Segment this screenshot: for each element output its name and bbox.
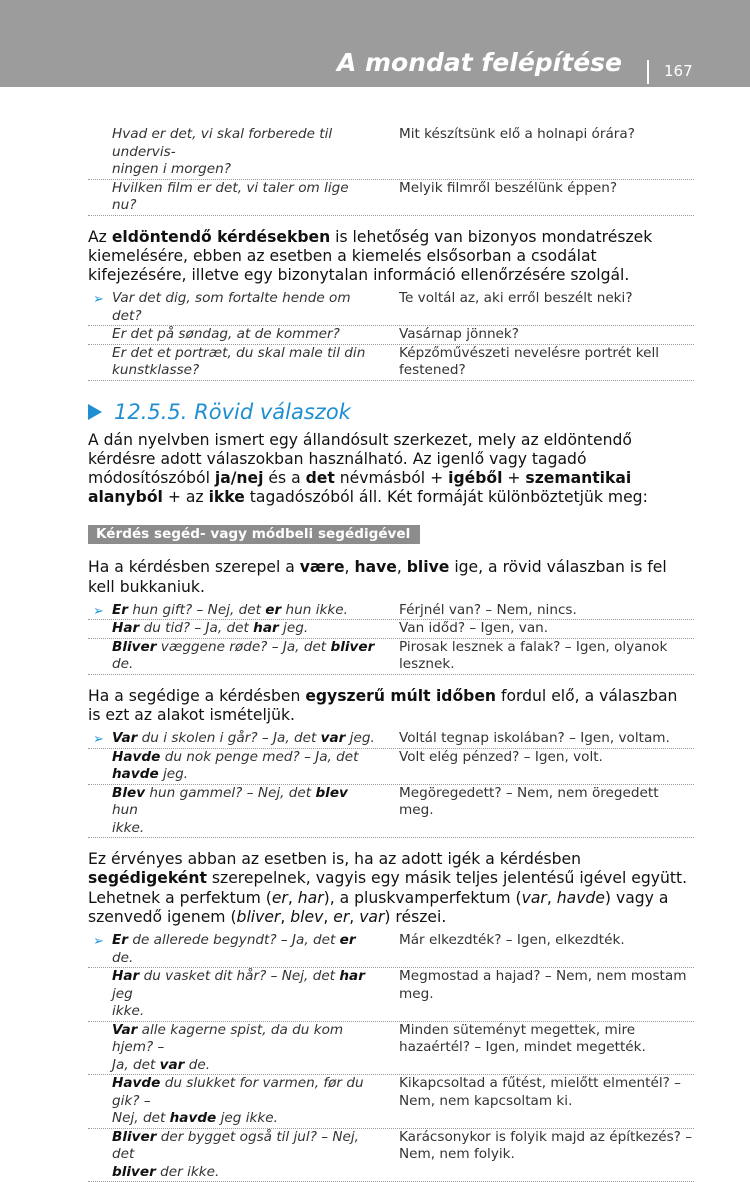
danish-example: Hvad er det, vi skal forberede til undervis- ningen i morgen? [112, 126, 333, 177]
danish-example: Hvilken film er det, vi taler om lige nu? [112, 179, 349, 213]
example-row [88, 1075, 694, 1129]
danish-example: Var alle kagerne spist, da du kom hjem? – Ja, det var de. [112, 1021, 344, 1073]
example-row [88, 345, 694, 381]
paragraph-aux-verbs: Ha a kérdésben szerepel a være, have, blive ige, a rövid válaszban is fel kell bukkaniuk. [88, 558, 667, 596]
paragraph-emphasis: Az eldöntendő kérdésekben is lehetőség van bizonyos mondatrészek kiemelésére, ebben az esetben a kiemelés elsősorban a csodálat kifejezésére, illetve egy bizonytalan információ ellenőrzésére szolgál. [88, 227, 653, 284]
danish-example: Bliver væggene røde? – Ja, det bliver de. [112, 638, 375, 673]
example-table-4 [88, 730, 694, 838]
example-row [88, 932, 694, 968]
hungarian-translation: Minden süteményt megettek, mire hazaértél? – Igen, mindet megették. [399, 1021, 646, 1056]
hungarian-translation: Voltál tegnap iskolában? – Igen, voltam. [399, 730, 670, 747]
paragraph-intro: A dán nyelvben ismert egy állandósult szerkezet, mely az eldöntendő kérdésre adott válaszokban használható. Az igenlő vagy tagadó módosítószóból ja/nej és a det névmásból + igéből + szemantikai alanyból + az ikke tagadószóból áll. Két formáját különböztetjük meg: [88, 430, 648, 507]
danish-example: Har du tid? – Ja, det har jeg. [112, 620, 309, 637]
danish-example: Bliver der bygget også til jul? – Nej, det bliver der ikke. [112, 1128, 359, 1180]
arrow-marker-icon: ➢ [93, 934, 104, 950]
danish-example: Er det på søndag, at de kommer? [112, 326, 340, 343]
example-row [88, 1022, 694, 1076]
example-table-1 [88, 126, 694, 216]
example-table-3 [88, 602, 694, 675]
arrow-marker-icon: ➢ [93, 292, 104, 308]
hungarian-translation: Kikapcsoltad a fűtést, mielőtt elmentél? – Nem, nem kapcsoltam ki. [399, 1075, 681, 1109]
danish-example: Er de allerede begyndt? – Ja, det er de. [112, 932, 356, 966]
hungarian-translation: Melyik filmről beszélünk éppen? [399, 179, 618, 196]
example-row [88, 968, 694, 1022]
example-row [88, 620, 694, 639]
hungarian-translation: Pirosak lesznek a falak? – Igen, olyanok lesznek. [399, 638, 668, 673]
section-triangle-icon [88, 404, 102, 420]
page-number: 167 [664, 62, 693, 80]
example-row [88, 639, 694, 675]
hungarian-translation: Te voltál az, aki erről beszélt neki? [399, 290, 633, 307]
page-header [0, 0, 750, 87]
example-row [88, 326, 694, 345]
example-table-2 [88, 290, 694, 381]
hungarian-translation: Van időd? – Igen, van. [399, 620, 549, 637]
danish-example: Har du vasket dit hår? – Nej, det har jeg ikke. [112, 968, 365, 1020]
section-heading [88, 399, 694, 425]
danish-example: Er det et portræt, du skal male til din kunstklasse? [112, 344, 366, 379]
hungarian-translation: Férjnél van? – Nem, nincs. [399, 601, 577, 618]
page-content [88, 126, 694, 1182]
section-title: 12.5.5. Rövid válaszok [114, 399, 351, 424]
hungarian-translation: Képzőművészeti nevelésre portrét kell festened? [399, 344, 660, 379]
paragraph-past-tense: Ha a segédige a kérdésben egyszerű múlt időben fordul elő, a válaszban is ezt az alakot ismételjük. [88, 686, 678, 725]
danish-example: Havde du nok penge med? – Ja, det havde jeg. [112, 748, 359, 783]
example-row [88, 785, 694, 839]
danish-example: Var du i skolen i går? – Ja, det var jeg. [112, 730, 375, 747]
header-divider [647, 60, 649, 84]
chapter-title: A mondat felépítése [336, 48, 622, 77]
danish-example: Er hun gift? – Nej, det er hun ikke. [112, 601, 348, 618]
hungarian-translation: Volt elég pénzed? – Igen, volt. [399, 748, 603, 765]
example-row [88, 602, 694, 621]
hungarian-translation: Karácsonykor is folyik majd az építkezés? – Nem, nem folyik. [399, 1128, 692, 1163]
arrow-marker-icon: ➢ [93, 603, 104, 619]
hungarian-translation: Megöregedett? – Nem, nem öregedett meg. [399, 784, 659, 819]
arrow-marker-icon: ➢ [93, 732, 104, 748]
hungarian-translation: Mit készítsünk elő a holnapi órára? [399, 126, 635, 142]
danish-example: Blev hun gammel? – Nej, det blev hun ikke. [112, 784, 348, 836]
example-table-5 [88, 932, 694, 1182]
example-row [88, 730, 694, 749]
paragraph-auxiliary: Ez érvényes abban az esetben is, ha az adott igék a kérdésben segédigeként szerepelnek, vagyis egy másik teljes jelentésű igével együtt. Lehetnek a perfektum (er, har), a pluskvamperfektum (var, havde) vagy a szenvedő igenem (bliver, blev, er, var) részei. [88, 850, 688, 926]
danish-example: Havde du slukket for varmen, før du gik? – Nej, det havde jeg ikke. [112, 1075, 364, 1127]
example-row [88, 1129, 694, 1182]
subsection-heading: Kérdés segéd- vagy módbeli segédigével [88, 525, 420, 544]
danish-example: Var det dig, som fortalte hende om det? [112, 290, 351, 324]
example-row [88, 126, 694, 180]
hungarian-translation: Megmostad a hajad? – Nem, nem mostam meg. [399, 968, 687, 1002]
example-row [88, 749, 694, 785]
example-row [88, 180, 694, 216]
hungarian-translation: Vasárnap jönnek? [399, 326, 520, 343]
example-row [88, 290, 694, 326]
hungarian-translation: Már elkezdték? – Igen, elkezdték. [399, 932, 625, 949]
